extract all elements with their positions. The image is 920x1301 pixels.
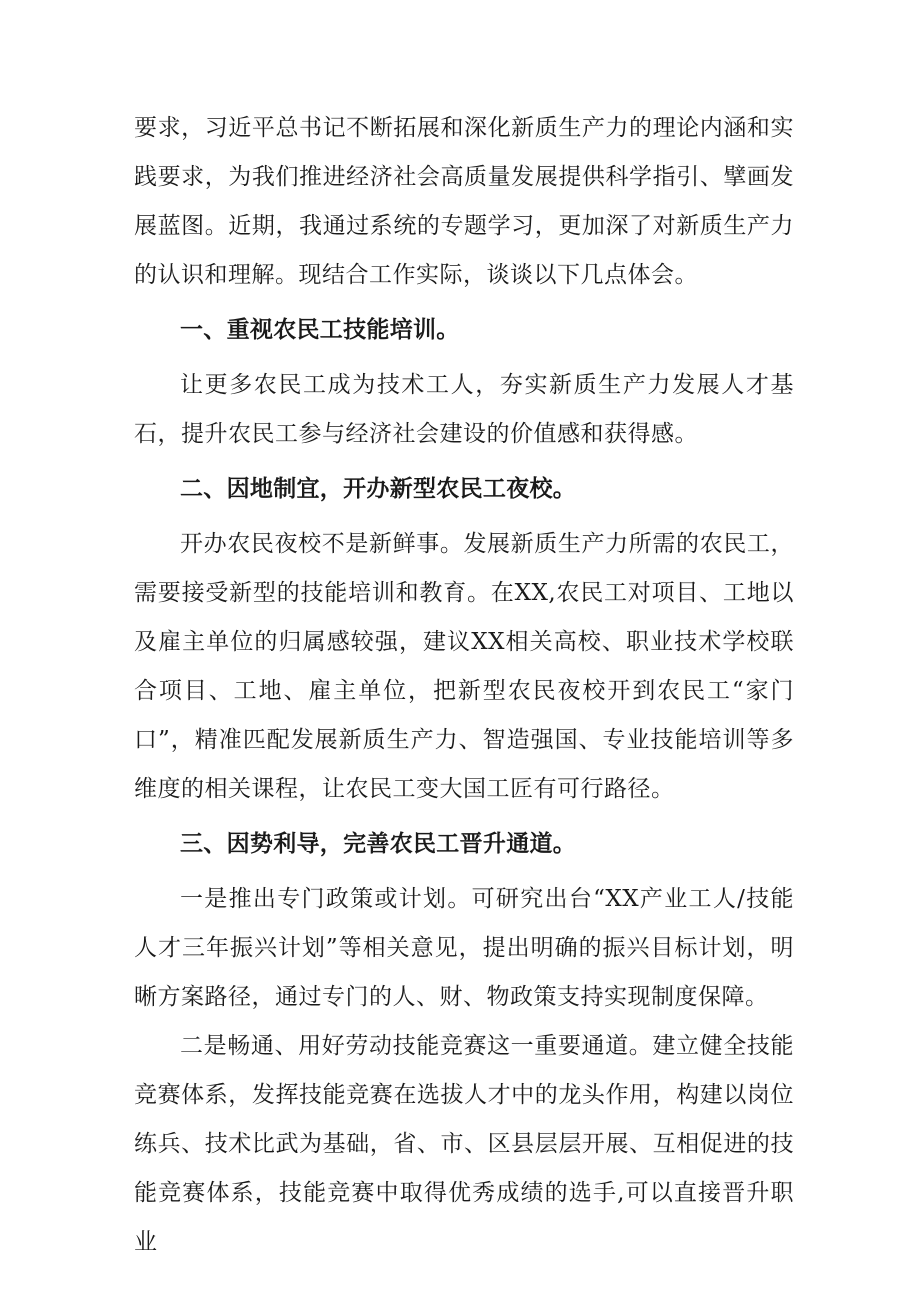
section-3-paragraph-2: 二是畅通、用好劳动技能竞赛这一重要通道。建立健全技能竞赛体系，发挥技能竞赛在选拔人才中的龙头作用，构建以岗位练兵、技术比武为基础，省、市、区县层层开展、互相促进的技能竞赛体系，技能竞赛中取得优秀成绩的选手,可以直接晋升职业: [134, 1033, 794, 1255]
intro-paragraph: 要求，习近平总书记不断拓展和深化新质生产力的理论内涵和实践要求，为我们推进经济社会高质量发展提供科学指引、擘画发展蓝图。近期，我通过系统的专题学习，更加深了对新质生产力的认识和理解。现结合工作实际，谈谈以下几点体会。: [134, 115, 794, 288]
section-1-heading: 一、重视农民工技能培训。: [180, 317, 460, 343]
section-3-heading: 三、因势利导，完善农民工晋升通道。: [180, 831, 577, 857]
section-3-paragraph-1: 一是推出专门政策或计划。可研究出台“XX产业工人/技能人才三年振兴计划”等相关意见，提出明确的振兴目标计划，明晰方案路径，通过专门的人、财、物政策支持实现制度保障。: [134, 886, 794, 1010]
section-2-heading: 二、因地制宜，开办新型农民工夜校。: [180, 476, 577, 502]
section-2-paragraph-1: 开办农民夜校不是新鲜事。发展新质生产力所需的农民工，需要接受新型的技能培训和教育。在XX,农民工对项目、工地以及雇主单位的归属感较强，建议XX相关高校、职业技术学校联合项目、工地、雇主单位，把新型农民夜校开到农民工“家门口”，精准匹配发展新质生产力、智造强国、专业技能培训等多维度的相关课程，让农民工变大国工匠有可行路径。: [134, 531, 794, 802]
document-page: [134, 104, 794, 1267]
section-1-paragraph-1: 让更多农民工成为技术工人，夯实新质生产力发展人才基石，提升农民工参与经济社会建设的价值感和获得感。: [134, 372, 794, 447]
